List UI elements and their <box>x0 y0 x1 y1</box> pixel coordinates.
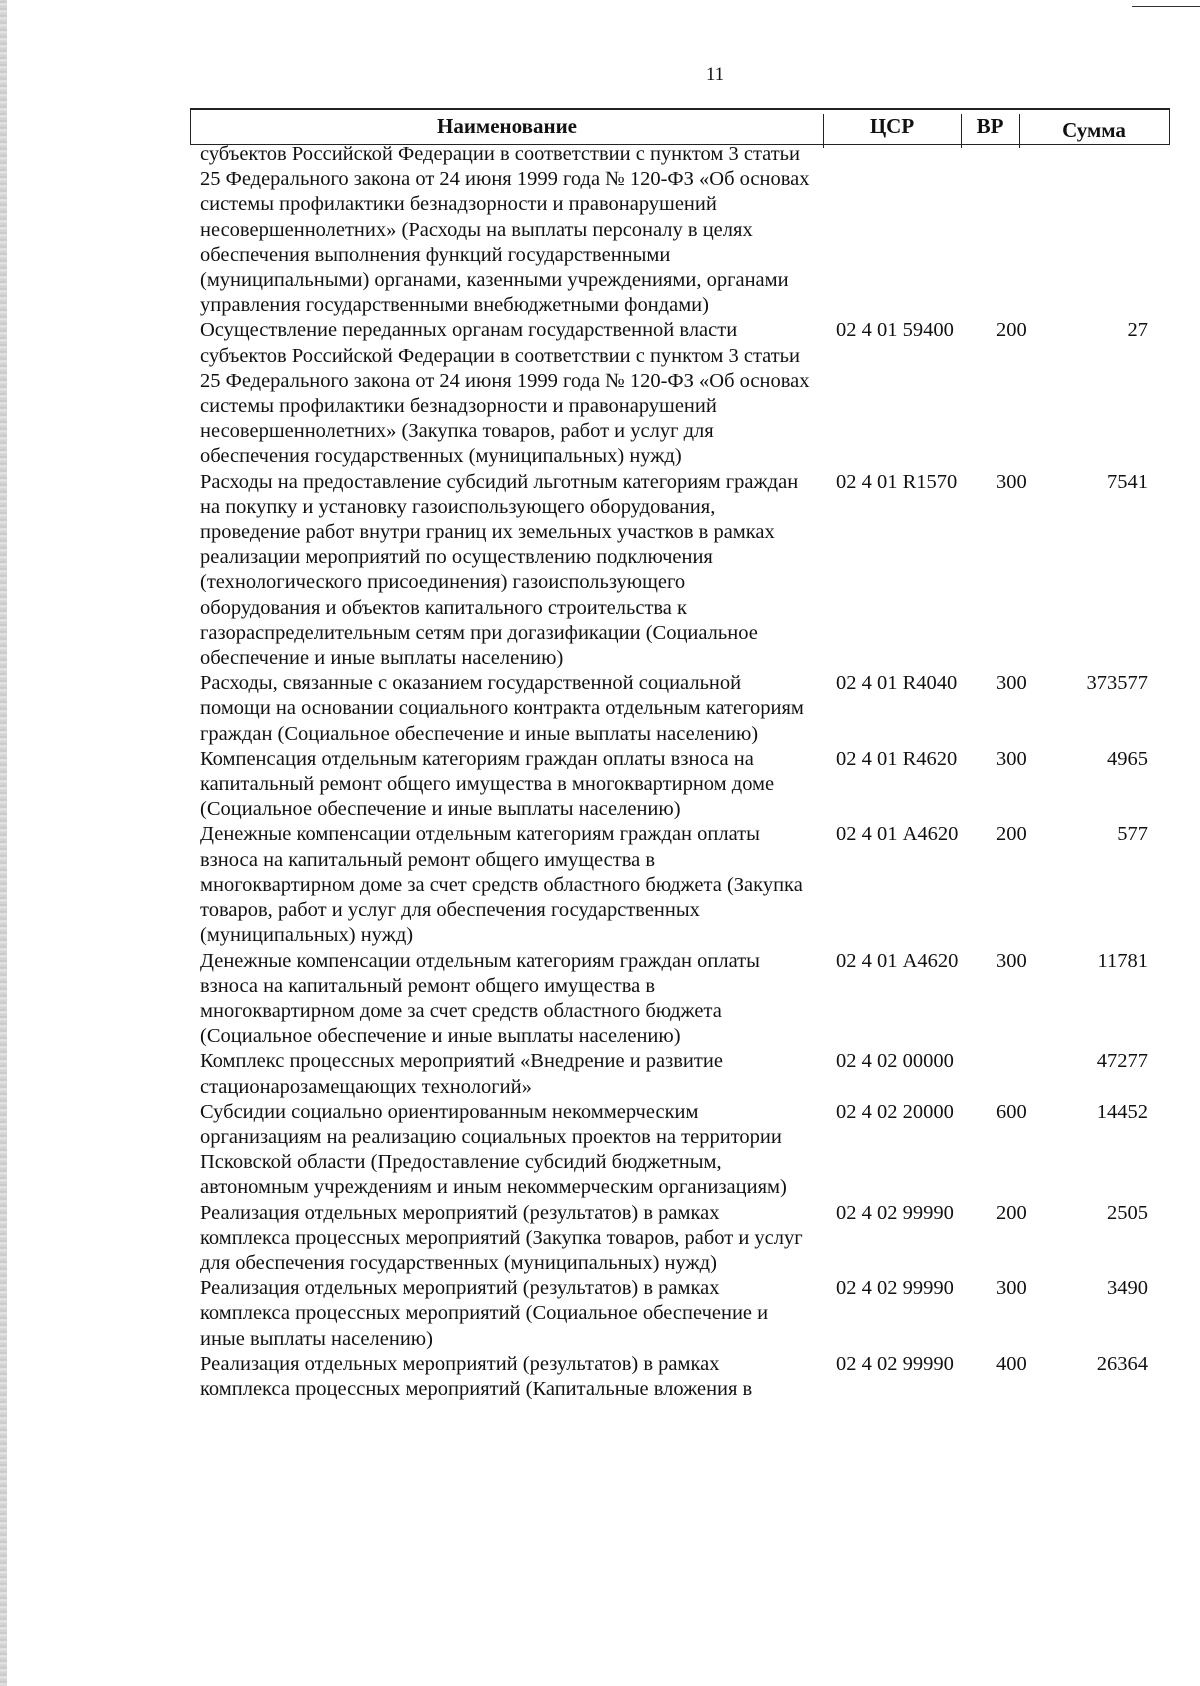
row-vr: 200 <box>996 823 1027 846</box>
row-vr: 300 <box>996 470 1027 493</box>
table-row <box>0 1201 1200 1277</box>
table-row <box>0 822 1200 948</box>
row-csr: 02 4 02 99990 <box>836 1277 954 1300</box>
row-csr: 02 4 02 99990 <box>836 1201 954 1224</box>
row-name: Реализация отдельных мероприятий (результатов) в рамках комплекса процессных мероприятий (Социальное обеспечение и иные выплаты населению) <box>200 1277 769 1350</box>
table-row <box>0 949 1200 1050</box>
row-csr: 02 4 01 А4620 <box>836 949 959 972</box>
row-name: Субсидии социально ориентированным некоммерческим организациям на реализацию социальных проектов на территории Псковской области (Предоставление субсидий бюджетным, автономным учреждениям и иным некоммерческим организациям) <box>200 1100 787 1199</box>
row-name: Осуществление переданных органам государственной власти субъектов Российской Федерации в соответствии с пунктом 3 статьи 25 Федерального закона от 24 июня 1999 года № 120-ФЗ «Об основах системы профилактики безнадзорности и правонарушений несовершеннолетних» (Закупка товаров, работ и услуг для обеспечения государственных (муниципальных) нужд) <box>200 319 810 468</box>
table-row <box>0 318 1200 469</box>
row-csr: 02 4 02 99990 <box>836 1352 954 1375</box>
row-vr: 200 <box>996 1201 1027 1224</box>
table-row <box>0 1100 1200 1201</box>
row-sum: 7541 <box>1107 470 1148 493</box>
corner-mark <box>1132 6 1200 7</box>
row-csr: 02 4 01 R4040 <box>836 672 958 695</box>
row-sum: 373577 <box>1086 672 1148 695</box>
row-vr: 600 <box>996 1100 1027 1123</box>
row-name: Расходы, связанные с оказанием государственной социальной помощи на основании социального контракта отдельным категориям граждан (Социальное обеспечение и иные выплаты населению) <box>200 672 804 745</box>
row-vr: 300 <box>996 747 1027 770</box>
row-sum: 3490 <box>1107 1277 1148 1300</box>
row-sum: 26364 <box>1096 1352 1148 1375</box>
row-vr: 300 <box>996 949 1027 972</box>
row-csr: 02 4 02 20000 <box>836 1100 954 1123</box>
table-row <box>0 747 1200 823</box>
row-csr: 02 4 02 00000 <box>836 1050 954 1073</box>
row-vr: 300 <box>996 1277 1027 1300</box>
row-sum: 4965 <box>1107 747 1148 770</box>
row-sum: 11781 <box>1097 949 1148 972</box>
table-row <box>0 1049 1200 1099</box>
row-sum: 14452 <box>1096 1100 1148 1123</box>
header-name: Наименование <box>437 114 577 138</box>
table-row <box>0 1352 1200 1402</box>
row-sum: 47277 <box>1096 1050 1148 1073</box>
table-body <box>0 142 1200 1402</box>
row-csr: 02 4 01 R1570 <box>836 470 958 493</box>
row-sum: 577 <box>1117 823 1148 846</box>
table-row <box>0 470 1200 672</box>
row-name: Расходы на предоставление субсидий льготным категориям граждан на покупку и установку газоиспользующего оборудования, проведение работ внутри границ их земельных участков в рамках реализации мероприятий по осуществлению подключения (технологического присоединения) газоиспользующего оборудования и объектов капитального строительства к газораспределительным сетям при догазификации (Социальное обеспечение и иные выплаты населению) <box>200 470 799 670</box>
row-vr: 400 <box>996 1352 1027 1375</box>
row-name: Реализация отдельных мероприятий (результатов) в рамках комплекса процессных мероприятий (Капитальные вложения в <box>200 1352 753 1400</box>
header-vr: ВР <box>976 114 1004 138</box>
row-name: Денежные компенсации отдельным категориям граждан оплаты взноса на капитальный ремонт общего имущества в многоквартирном доме за счет средств областного бюджета (Социальное обеспечение и иные выплаты населению) <box>200 949 760 1048</box>
row-sum: 2505 <box>1107 1201 1148 1224</box>
row-name: Денежные компенсации отдельным категориям граждан оплаты взноса на капитальный ремонт общего имущества в многоквартирном доме за счет средств областного бюджета (Закупка товаров, работ и услуг для обеспечения государственных (муниципальных) нужд) <box>200 823 803 947</box>
row-vr: 200 <box>996 319 1027 342</box>
row-name: Комплекс процессных мероприятий «Внедрение и развитие стационарозамещающих технологий» <box>200 1050 723 1098</box>
row-csr: 02 4 01 А4620 <box>836 823 959 846</box>
table-header <box>190 108 1170 145</box>
row-sum: 27 <box>1127 319 1148 342</box>
table-row <box>0 671 1200 747</box>
row-name: Реализация отдельных мероприятий (результатов) в рамках комплекса процессных мероприятий (Закупка товаров, работ и услуг для обеспечения государственных (муниципальных) нужд) <box>200 1201 803 1274</box>
header-sum: Сумма <box>1062 118 1126 142</box>
header-csr: ЦСР <box>869 114 915 138</box>
row-vr: 300 <box>996 672 1027 695</box>
row-name: субъектов Российской Федерации в соответствии с пунктом 3 статьи 25 Федерального закона от 24 июня 1999 года № 120-ФЗ «Об основах системы профилактики безнадзорности и правонарушений несовершеннолетних» (Расходы на выплаты персоналу в целях обеспечения выполнения функций государственными (муниципальными) органами, казенными учреждениями, органами управления государственными внебюджетными фондами) <box>200 143 810 317</box>
row-name: Компенсация отдельным категориям граждан оплаты взноса на капитальный ремонт общего имущества в многоквартирном доме (Социальное обеспечение и иные выплаты населению) <box>200 747 775 821</box>
table-row <box>0 142 1200 318</box>
page-number: 11 <box>705 64 725 85</box>
row-csr: 02 4 01 59400 <box>836 319 954 342</box>
table-row <box>0 1276 1200 1352</box>
row-csr: 02 4 01 R4620 <box>836 747 958 770</box>
